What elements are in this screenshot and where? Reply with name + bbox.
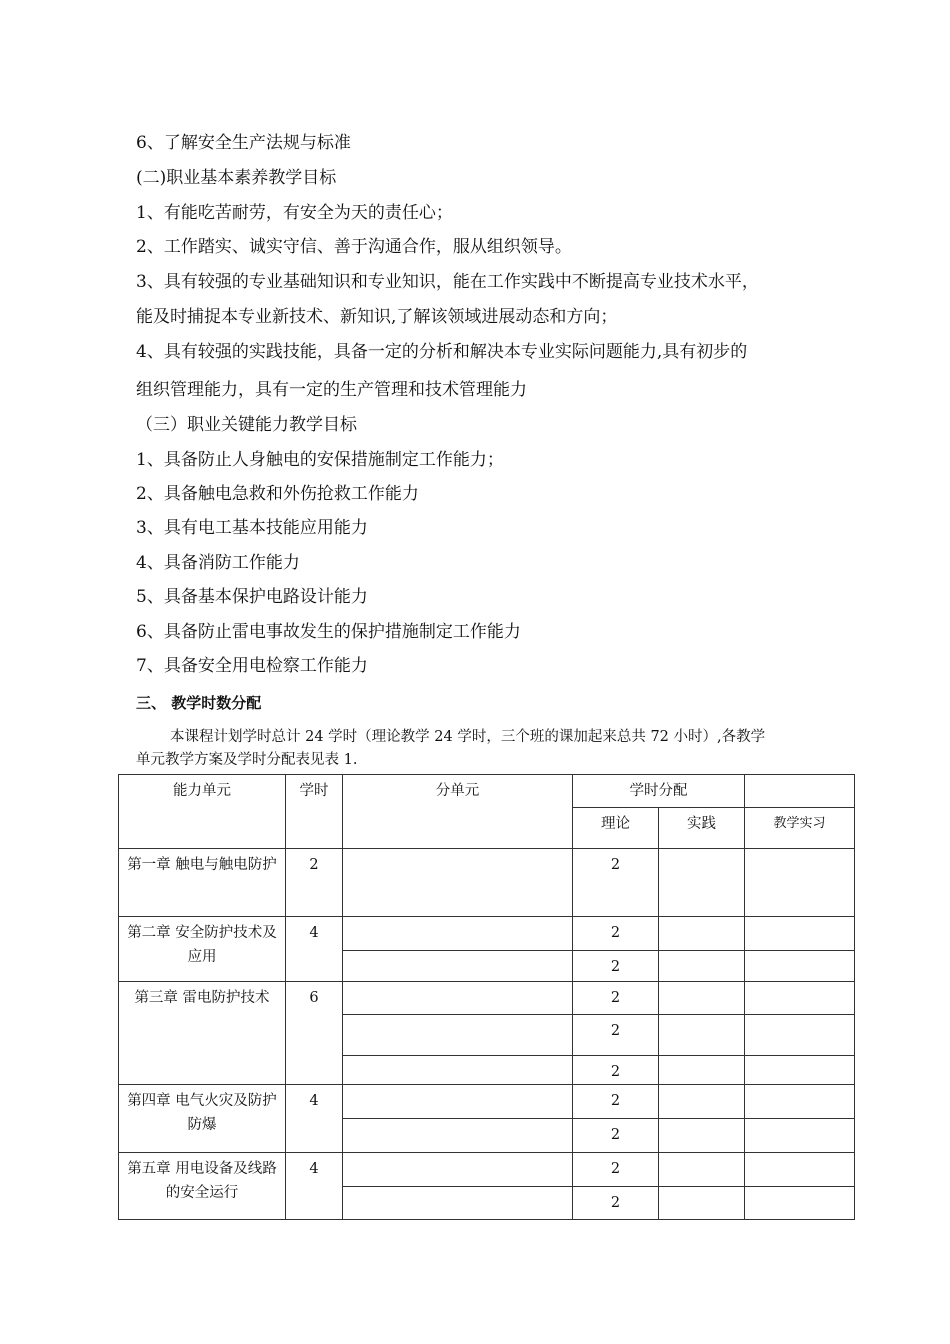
chapter-name: 第一章 触电与触电防护 bbox=[119, 849, 286, 917]
text-line: 组织管理能力，具有一定的生产管理和技术管理能力 bbox=[136, 380, 527, 400]
teaching-practice-cell bbox=[745, 1187, 855, 1220]
chapter-hours: 4 bbox=[286, 1153, 343, 1220]
practice-cell bbox=[659, 1015, 745, 1056]
subunit-cell bbox=[343, 1015, 573, 1056]
theory-cell: 2 bbox=[573, 1015, 659, 1056]
chapter-name: 第五章 用电设备及线路的安全运行 bbox=[119, 1153, 286, 1220]
chapter-hours: 4 bbox=[286, 1085, 343, 1153]
theory-cell: 2 bbox=[573, 982, 659, 1015]
chapter-name: 第二章 安全防护技术及应用 bbox=[119, 917, 286, 982]
section-heading: 三、 教学时数分配 bbox=[136, 694, 262, 712]
practice-cell bbox=[659, 1119, 745, 1153]
section-subheading: （三）职业关键能力教学目标 bbox=[136, 415, 357, 435]
text-line: 5、具备基本保护电路设计能力 bbox=[136, 587, 368, 607]
practice-cell bbox=[659, 917, 745, 951]
text-line: 4、具备消防工作能力 bbox=[136, 553, 300, 573]
header-allocation: 学时分配 bbox=[573, 775, 745, 808]
teaching-practice-cell bbox=[745, 1015, 855, 1056]
text-line: 1、有能吃苦耐劳，有安全为天的责任心； bbox=[136, 203, 453, 223]
theory-cell: 2 bbox=[573, 1119, 659, 1153]
subunit-cell bbox=[343, 917, 573, 951]
chapter-name: 第三章 雷电防护技术 bbox=[119, 982, 286, 1085]
teaching-practice-cell bbox=[745, 1085, 855, 1119]
subunit-cell bbox=[343, 1085, 573, 1119]
subunit-cell bbox=[343, 1187, 573, 1220]
teaching-practice-cell bbox=[745, 951, 855, 982]
teaching-practice-cell bbox=[745, 1056, 855, 1085]
text-line: 7、具备安全用电检察工作能力 bbox=[136, 656, 368, 676]
subunit-cell bbox=[343, 1056, 573, 1085]
intro-paragraph-line: 单元教学方案及学时分配表见表 1. bbox=[136, 752, 358, 768]
header-teaching-practice: 教学实习 bbox=[745, 808, 855, 849]
teaching-practice-cell bbox=[745, 849, 855, 917]
subunit-cell bbox=[343, 1119, 573, 1153]
header-theory: 理论 bbox=[573, 808, 659, 849]
header-subunit: 分单元 bbox=[343, 775, 573, 849]
subunit-cell bbox=[343, 951, 573, 982]
theory-cell: 2 bbox=[573, 951, 659, 982]
chapter-name: 第四章 电气火灾及防护防爆 bbox=[119, 1085, 286, 1153]
practice-cell bbox=[659, 982, 745, 1015]
table-row bbox=[119, 1085, 855, 1119]
teaching-practice-cell bbox=[745, 917, 855, 951]
chapter-hours: 6 bbox=[286, 982, 343, 1085]
subunit-cell bbox=[343, 982, 573, 1015]
header-practice: 实践 bbox=[659, 808, 745, 849]
text-line: 6、了解安全生产法规与标准 bbox=[136, 133, 351, 153]
theory-cell: 2 bbox=[573, 1056, 659, 1085]
chapter-hours: 4 bbox=[286, 917, 343, 982]
practice-cell bbox=[659, 951, 745, 982]
theory-cell: 2 bbox=[573, 1187, 659, 1220]
theory-cell: 2 bbox=[573, 1153, 659, 1187]
text-line: 3、具有较强的专业基础知识和专业知识，能在工作实践中不断提高专业技术水平， bbox=[136, 272, 759, 292]
text-line: 1、具备防止人身触电的安保措施制定工作能力； bbox=[136, 450, 504, 470]
practice-cell bbox=[659, 1056, 745, 1085]
hours-allocation-table bbox=[118, 774, 855, 1220]
header-empty-cell bbox=[745, 775, 855, 808]
theory-cell: 2 bbox=[573, 1085, 659, 1119]
chapter-hours: 2 bbox=[286, 849, 343, 917]
text-line: 2、工作踏实、诚实守信、善于沟通合作，服从组织领导。 bbox=[136, 237, 572, 257]
table-row bbox=[119, 982, 855, 1015]
header-unit: 能力单元 bbox=[119, 775, 286, 849]
subunit-cell bbox=[343, 1153, 573, 1187]
text-line: 4、具有较强的实践技能，具备一定的分析和解决本专业实际问题能力,具有初步的 bbox=[136, 342, 748, 362]
table-row bbox=[119, 849, 855, 917]
practice-cell bbox=[659, 1153, 745, 1187]
text-line: 2、具备触电急救和外伤抢救工作能力 bbox=[136, 484, 419, 504]
subunit-cell bbox=[343, 849, 573, 917]
theory-cell: 2 bbox=[573, 917, 659, 951]
practice-cell bbox=[659, 1187, 745, 1220]
teaching-practice-cell bbox=[745, 982, 855, 1015]
section-subheading: (二)职业基本素养教学目标 bbox=[136, 168, 337, 188]
practice-cell bbox=[659, 1085, 745, 1119]
text-line: 3、具有电工基本技能应用能力 bbox=[136, 518, 368, 538]
text-line: 能及时捕捉本专业新技术、新知识,了解该领域进展动态和方向； bbox=[136, 307, 618, 327]
text-line: 6、具备防止雷电事故发生的保护措施制定工作能力 bbox=[136, 622, 521, 642]
practice-cell bbox=[659, 849, 745, 917]
teaching-practice-cell bbox=[745, 1153, 855, 1187]
table-row bbox=[119, 1153, 855, 1187]
teaching-practice-cell bbox=[745, 1119, 855, 1153]
header-hours: 学时 bbox=[286, 775, 343, 849]
intro-paragraph-line: 本课程计划学时总计 24 学时（理论教学 24 学时，三个班的课加起来总共 72 小时）,各教学 bbox=[170, 729, 766, 745]
table-row bbox=[119, 917, 855, 951]
theory-cell: 2 bbox=[573, 849, 659, 917]
